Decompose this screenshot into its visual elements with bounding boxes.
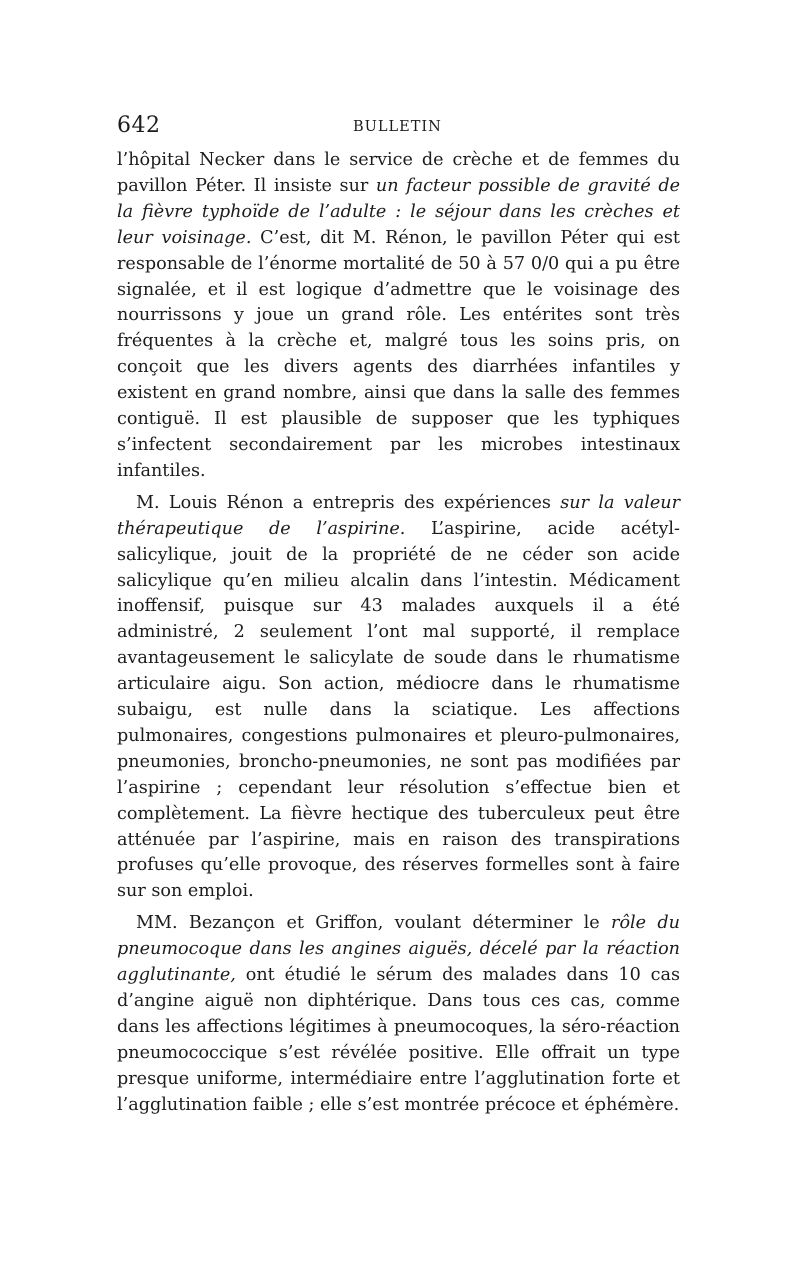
paragraph-text: M. Louis Rénon a entrepris des expériences [136, 492, 561, 513]
page-header [117, 113, 680, 141]
paragraph-text: ont étudié le sérum des malades dans 10 cas d’angine aiguë non diphtérique. Dans tous ces cas, comme dans les affections légitimes à pneumocoques, la séro-réaction pneumococcique s’est révélée positive. Elle offrait un type presque uniforme, intermédiaire entre l’agglutination forte et l’agglutination faible ; elle s’est montrée précoce et éphémère. [117, 965, 680, 1115]
paragraph-text: MM. Bezançon et Griffon, voulant déterminer le [136, 913, 612, 934]
paragraph-text: l’hôpital Necker dans le service de crèche et de femmes du pavillon Péter. Il insiste sur [117, 150, 680, 196]
italic-topic: sur la valeur thérapeutique de l’aspirine. [117, 492, 681, 539]
body-text [117, 148, 680, 1119]
page-number: 642 [117, 113, 161, 138]
italic-topic: un facteur possible de gravité de la fièvre typhoïde de l’adulte : le séjour dans les crèches et leur voisinage. [117, 175, 680, 248]
paragraph-aspirine [117, 491, 680, 906]
running-head: BULLETIN [353, 119, 442, 135]
paragraph-pneumocoque [117, 911, 680, 1118]
paragraph-hopital-necker [117, 148, 680, 485]
italic-topic: rôle du pneumocoque dans les angines aiguës, décelé par la réaction agglutinante, [117, 913, 680, 986]
paragraph-text: C’est, dit M. Rénon, le pavillon Péter qui est responsable de l’énorme mortalité de 50 à 57 0/0 qui a pu être signalée, et il est logique d’admettre que le voisinage des nourrissons y joue un grand rôle. Les entérites sont très fréquentes à la crèche et, malgré tous les soins pris, on conçoit que les divers agents des diarrhées infantiles y existent en grand nombre, ainsi que dans la salle des femmes contiguë. Il est plausible de supposer que les typhiques s’infectent secondairement par les microbes intestinaux infantiles. [117, 227, 680, 481]
paragraph-text: L’aspirine, acide acétyl-salicylique, jouit de la propriété de ne céder son acide salicylique qu’en milieu alcalin dans l’intestin. Médicament inoffensif, puisque sur 43 malades auxquels il a été administré, 2 seulement l’ont mal supporté, il remplace avantageusement le salicylate de soude dans le rhumatisme articulaire aigu. Son action, médiocre dans le rhumatisme subaigu, est nulle dans la sciatique. Les affections pulmonaires, congestions pulmonaires et pleuro-pulmonaires, pneumonies, broncho-pneumonies, ne sont pas modifiées par l’aspirine ; cependant leur résolution s’effectue bien et complètement. La fièvre hectique des tuberculeux peut être atténuée par l’aspirine, mais en raison des transpirations profuses qu’elle provoque, des réserves formelles sont à faire sur son emploi. [117, 518, 680, 902]
